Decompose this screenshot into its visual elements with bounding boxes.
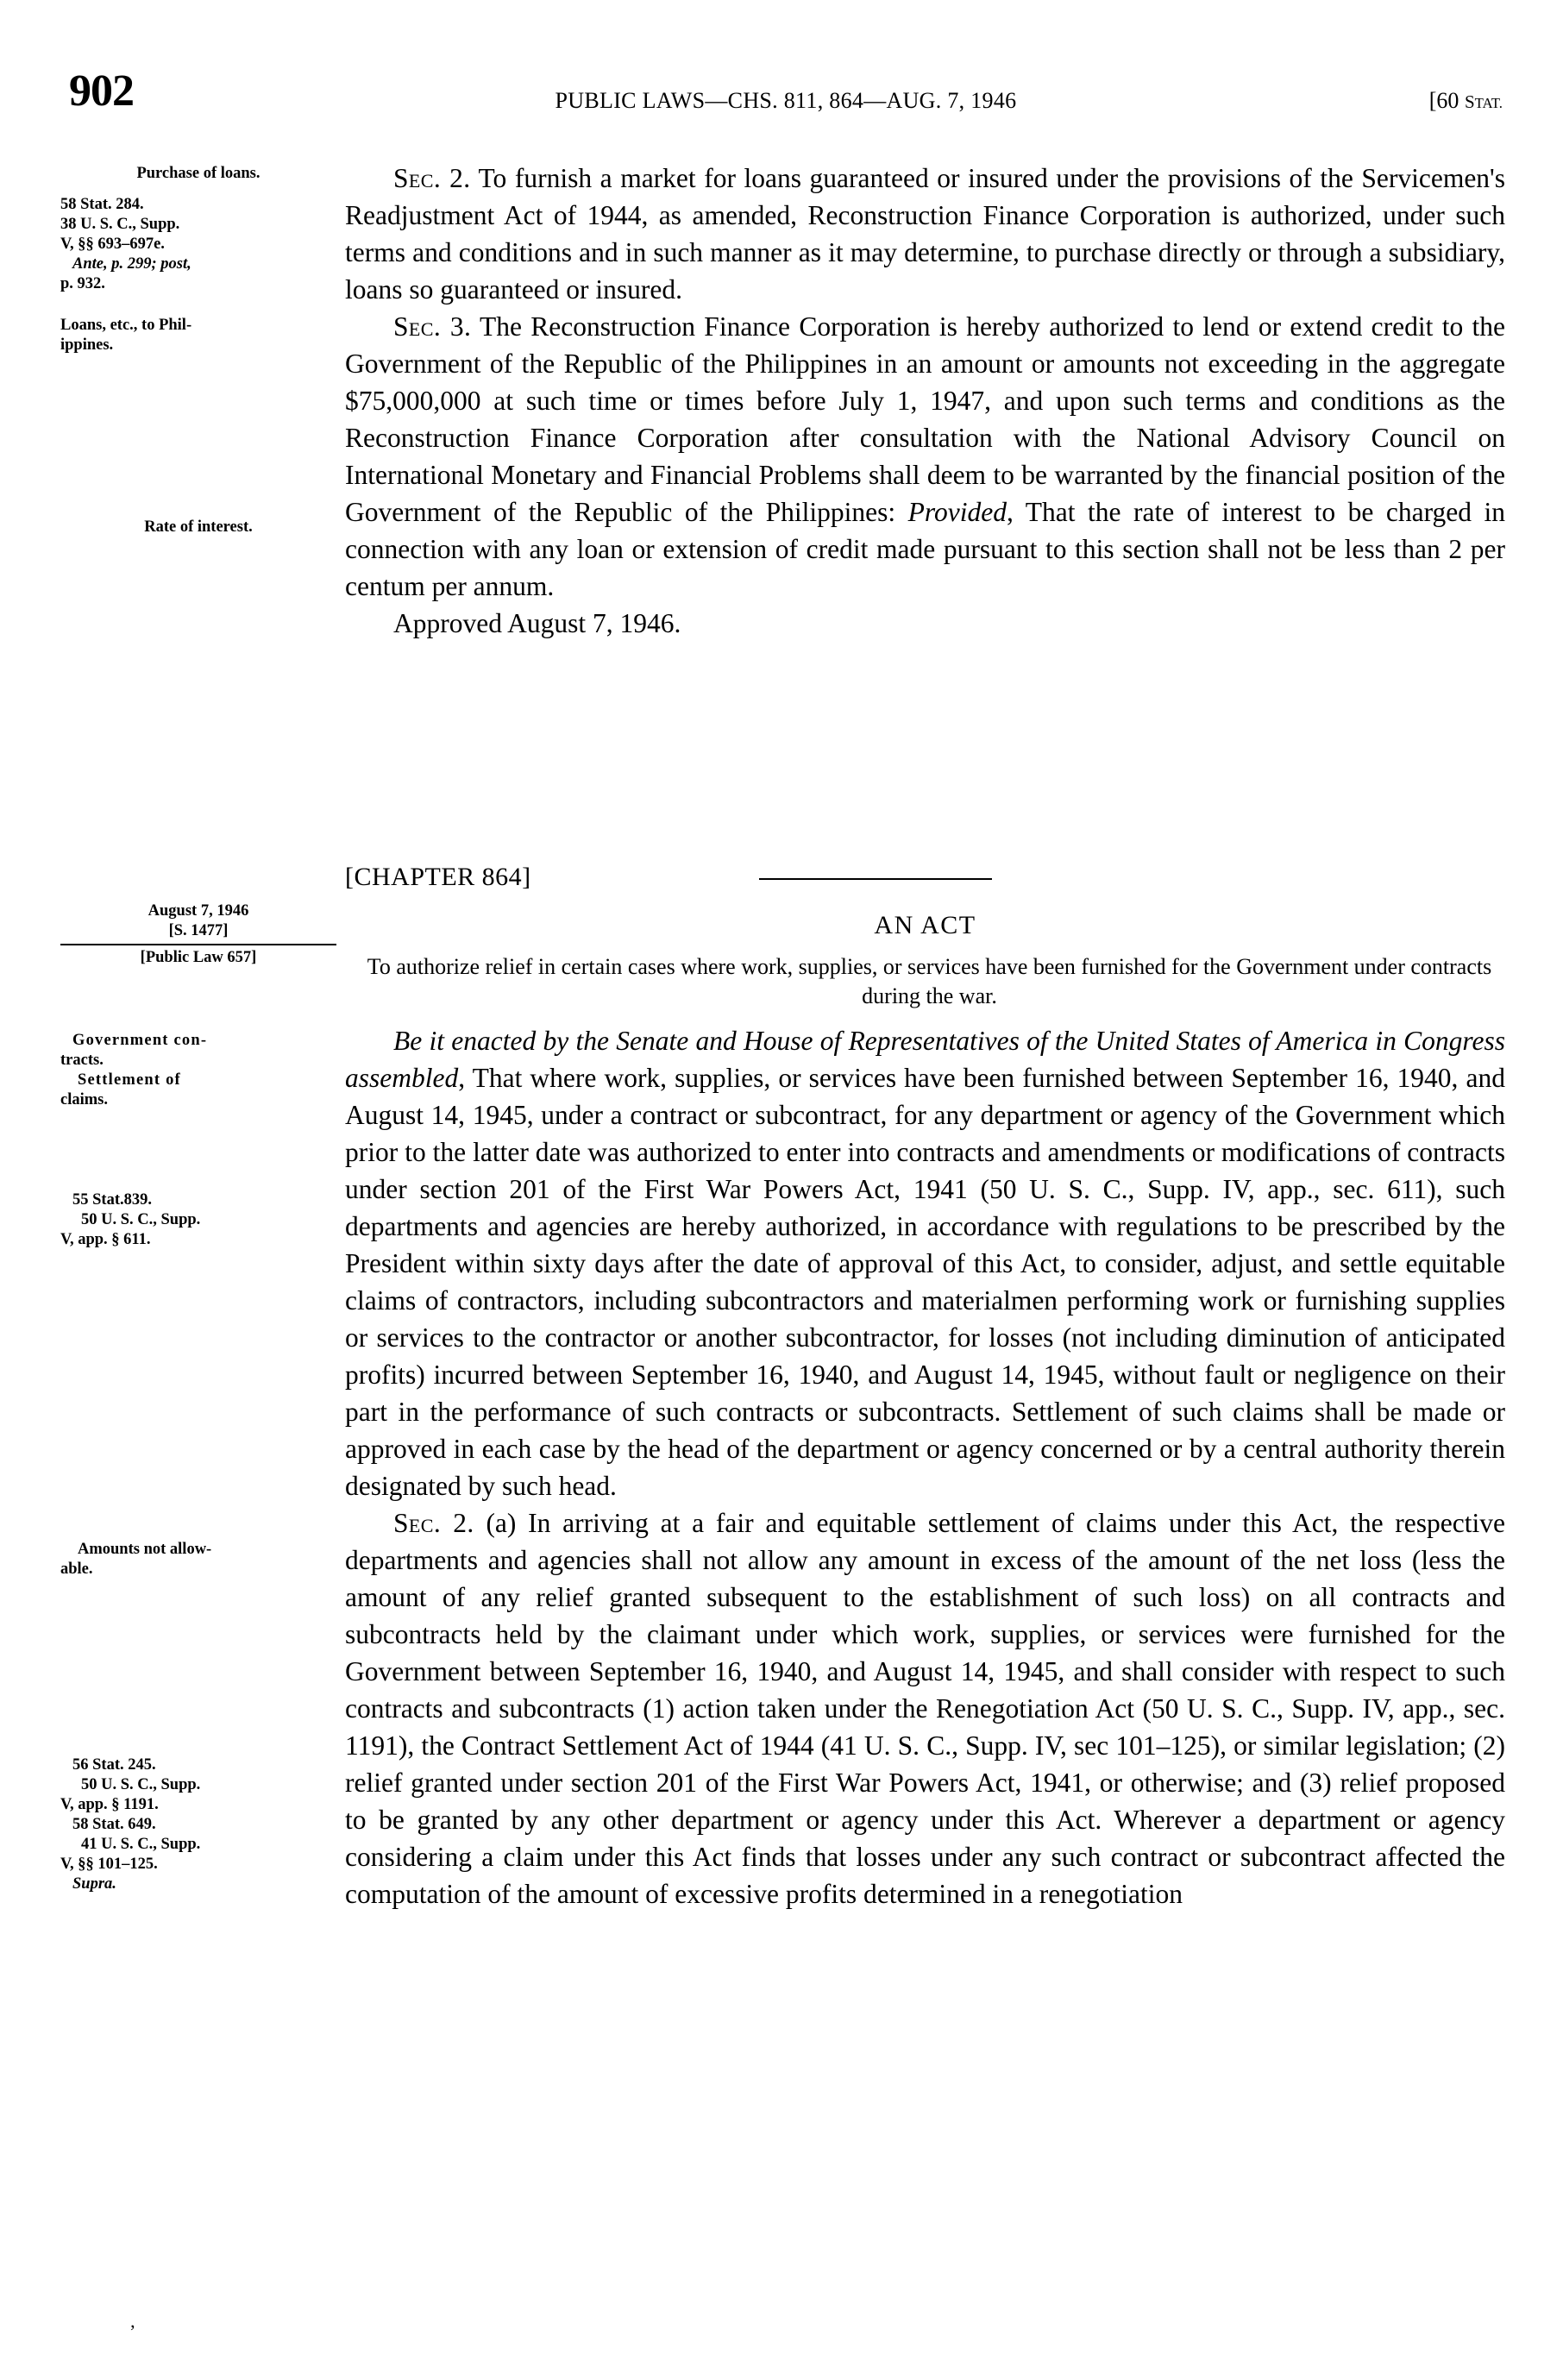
sidenote-line: Supra. bbox=[72, 1875, 116, 1893]
paragraph-act-sec-2 bbox=[345, 1504, 1505, 1912]
sidenote-amounts-not-allowable bbox=[60, 1540, 336, 1579]
sidenote-line: Rate of interest. bbox=[144, 518, 253, 536]
sidenote-line: Ante, p. 299; post, bbox=[72, 255, 191, 273]
section-body-act-sec-2: (a) In arriving at a fair and equitable settlement of claims under this Act, the respective departments and agencies shall not allow any amount in excess of the amount of the net loss (less the amount of any relief granted subsequent to the establishment of such loss) on all contracts and subcontracts held by the claimant under which work, supplies, or services were furnished for the Government between September 16, 1940, and August 14, 1945, and shall consider with respect to such contracts and subcontracts (1) action taken under the Renegotiation Act (50 U. S. C., Supp. IV, app., sec. 1191), the Contract Settlement Act of 1944 (41 U. S. C., Supp. IV, sec 101–125), or similar legislation; (2) relief granted under section 201 of the First War Powers Act, 1941, or otherwise; and (3) relief proposed to be granted by any other department or agency under this Act. Wherever a department or agency considering a claim under this Act finds that losses under any such contract or subcontract affected the computation of the amount of excessive profits determined in a renegotiation bbox=[345, 1508, 1505, 1909]
page-number: 902 bbox=[69, 66, 134, 116]
paragraph-sec-3 bbox=[345, 308, 1505, 605]
section-body-sec-3b: , That the rate of interest to be charged in connection with any loan or extension of credit made pursuant to this section shall not be less than 2 per centum per annum. bbox=[345, 497, 1505, 601]
page-header bbox=[69, 66, 1503, 119]
section-label-sec-3: Sec. 3. bbox=[393, 311, 472, 342]
sidenote-line: V, §§ 101–125. bbox=[60, 1856, 158, 1873]
sidenote-line: [Public Law 657] bbox=[140, 949, 257, 966]
sidenote-line: 50 U. S. C., Supp. bbox=[81, 1776, 201, 1793]
body-text-chapter-811 bbox=[345, 160, 1505, 642]
approved-line: Approved August 7, 1946. bbox=[393, 608, 681, 638]
sidenote-line: p. 932. bbox=[60, 275, 105, 292]
act-description: To authorize relief in certain cases where work, supplies, or services have been furnished for the Government under contracts during the war. bbox=[367, 954, 1492, 1008]
sidenote-purchase-of-loans bbox=[60, 164, 336, 184]
page-tail-mark: ’ bbox=[129, 2320, 136, 2342]
sidenote-line: V, app. § 611. bbox=[60, 1231, 151, 1248]
sidenote-line: Loans, etc., to Phil- bbox=[60, 317, 192, 334]
sidenote-line: V, §§ 693–697e. bbox=[60, 235, 165, 253]
sidenote-line: claims. bbox=[60, 1091, 108, 1108]
enacting-clause-italic: Be it enacted by the Senate and House of Representatives of the United States of America in Congress assembled bbox=[345, 1026, 1505, 1093]
chapter-label: [CHAPTER 864] bbox=[345, 863, 531, 891]
sidenote-line: tracts. bbox=[60, 1052, 104, 1069]
paragraph-sec-2 bbox=[345, 160, 1505, 308]
an-act-title: AN ACT bbox=[874, 911, 976, 939]
sidenote-citation-55-stat-839 bbox=[60, 1190, 336, 1250]
sidenote-line: 58 Stat. 284. bbox=[60, 196, 144, 213]
body-text-chapter-864 bbox=[345, 1022, 1505, 1912]
sidenote-rate-of-interest bbox=[60, 518, 336, 537]
stat-word: STAT. bbox=[1464, 91, 1503, 112]
sidenote-government-contracts bbox=[60, 1031, 336, 1110]
section-body-sec-2: To furnish a market for loans guaranteed or insured under the provisions of the Servicemen's Readjustment Act of 1944, as amended, Reconstruction Finance Corporation is authorized, under such terms and conditions and in such manner as it may determine, to purchase directly or through a subsidiary, loans so guaranteed or insured. bbox=[345, 163, 1505, 305]
section-label-sec-2: Sec. 2. bbox=[393, 163, 471, 193]
sidenote-line: 55 Stat.839. bbox=[72, 1191, 152, 1209]
sidenote-citation-56-stat-245 bbox=[60, 1755, 336, 1894]
sidenote-line: 58 Stat. 649. bbox=[72, 1816, 156, 1833]
sidenote-loans-to-philippines bbox=[60, 316, 336, 355]
provided-italic: Provided bbox=[907, 497, 1007, 527]
section-body-sec-3a: The Reconstruction Finance Corporation is hereby authorized to lend or extend credit to the Government of the Republic of the Philippines in an amount or amounts not exceeding in the aggregate $75,000,000 at such time or times before July 1, 1947, and upon such terms and conditions as the Reconstruction Finance Corporation after consultation with the National Advisory Council on International Monetary and Financial Problems shall deem to be warranted by the financial position of the Government of the Republic of the Philippines: bbox=[345, 311, 1505, 527]
sidenote-date-approved bbox=[60, 901, 336, 968]
sidenote-line: able. bbox=[60, 1561, 93, 1578]
sidenote-line: 56 Stat. 245. bbox=[72, 1756, 156, 1774]
sidenote-line: Government con- bbox=[72, 1032, 208, 1049]
sidenote-line: Amounts not allow- bbox=[78, 1541, 212, 1558]
sidenote-line: August 7, 1946 bbox=[148, 902, 249, 920]
sidenote-line: Settlement of bbox=[78, 1071, 181, 1089]
paragraph-enacting-clause bbox=[345, 1022, 1505, 1504]
sidenote-line: 50 U. S. C., Supp. bbox=[81, 1211, 201, 1228]
running-head-title: PUBLIC LAWS—CHS. 811, 864—AUG. 7, 1946 bbox=[555, 88, 1017, 113]
running-head-stat bbox=[1429, 88, 1503, 114]
stat-prefix: [60 bbox=[1428, 88, 1465, 113]
sidenote-line: 41 U. S. C., Supp. bbox=[81, 1836, 201, 1853]
sidenote-line: 38 U. S. C., Supp. bbox=[60, 216, 180, 233]
chapter-divider bbox=[759, 878, 992, 880]
sidenote-line: ippines. bbox=[60, 336, 114, 354]
sidenote-line: Purchase of loans. bbox=[136, 165, 260, 182]
sidenote-line: V, app. § 1191. bbox=[60, 1796, 159, 1813]
sidenote-citation-58-stat-284 bbox=[60, 195, 336, 294]
sidenote-line: [S. 1477] bbox=[168, 922, 229, 939]
enacting-clause-rest: , That where work, supplies, or services have been furnished between September 16, 1940, and August 14, 1945, under a contract or subcontract, for any department or agency of the Government which prior to the latter date was authorized to enter into contracts and amendments or modifications of contracts under section 201 of the First War Powers Act, 1941 (50 U. S. C., Supp. IV, app., sec. 611), such departments and agencies are hereby authorized, in accordance with regulations to be prescribed by the President within sixty days after the date of approval of this Act, to consider, adjust, and settle equitable claims of contractors, including subcontractors and materialmen performing work or furnishing supplies or services to the contractor or another subcontractor, for losses (not including diminution of anticipated profits) incurred between September 16, 1940, and August 14, 1945, without fault or negligence on their part in the performance of such contracts or subcontracts. Settlement of such claims shall be made or approved in each case by the head of the department or agency concerned or by a central authority therein designated by such head. bbox=[345, 1063, 1505, 1501]
section-label-act-sec-2: Sec. 2. bbox=[393, 1508, 474, 1538]
sidenote-divider bbox=[60, 944, 336, 945]
